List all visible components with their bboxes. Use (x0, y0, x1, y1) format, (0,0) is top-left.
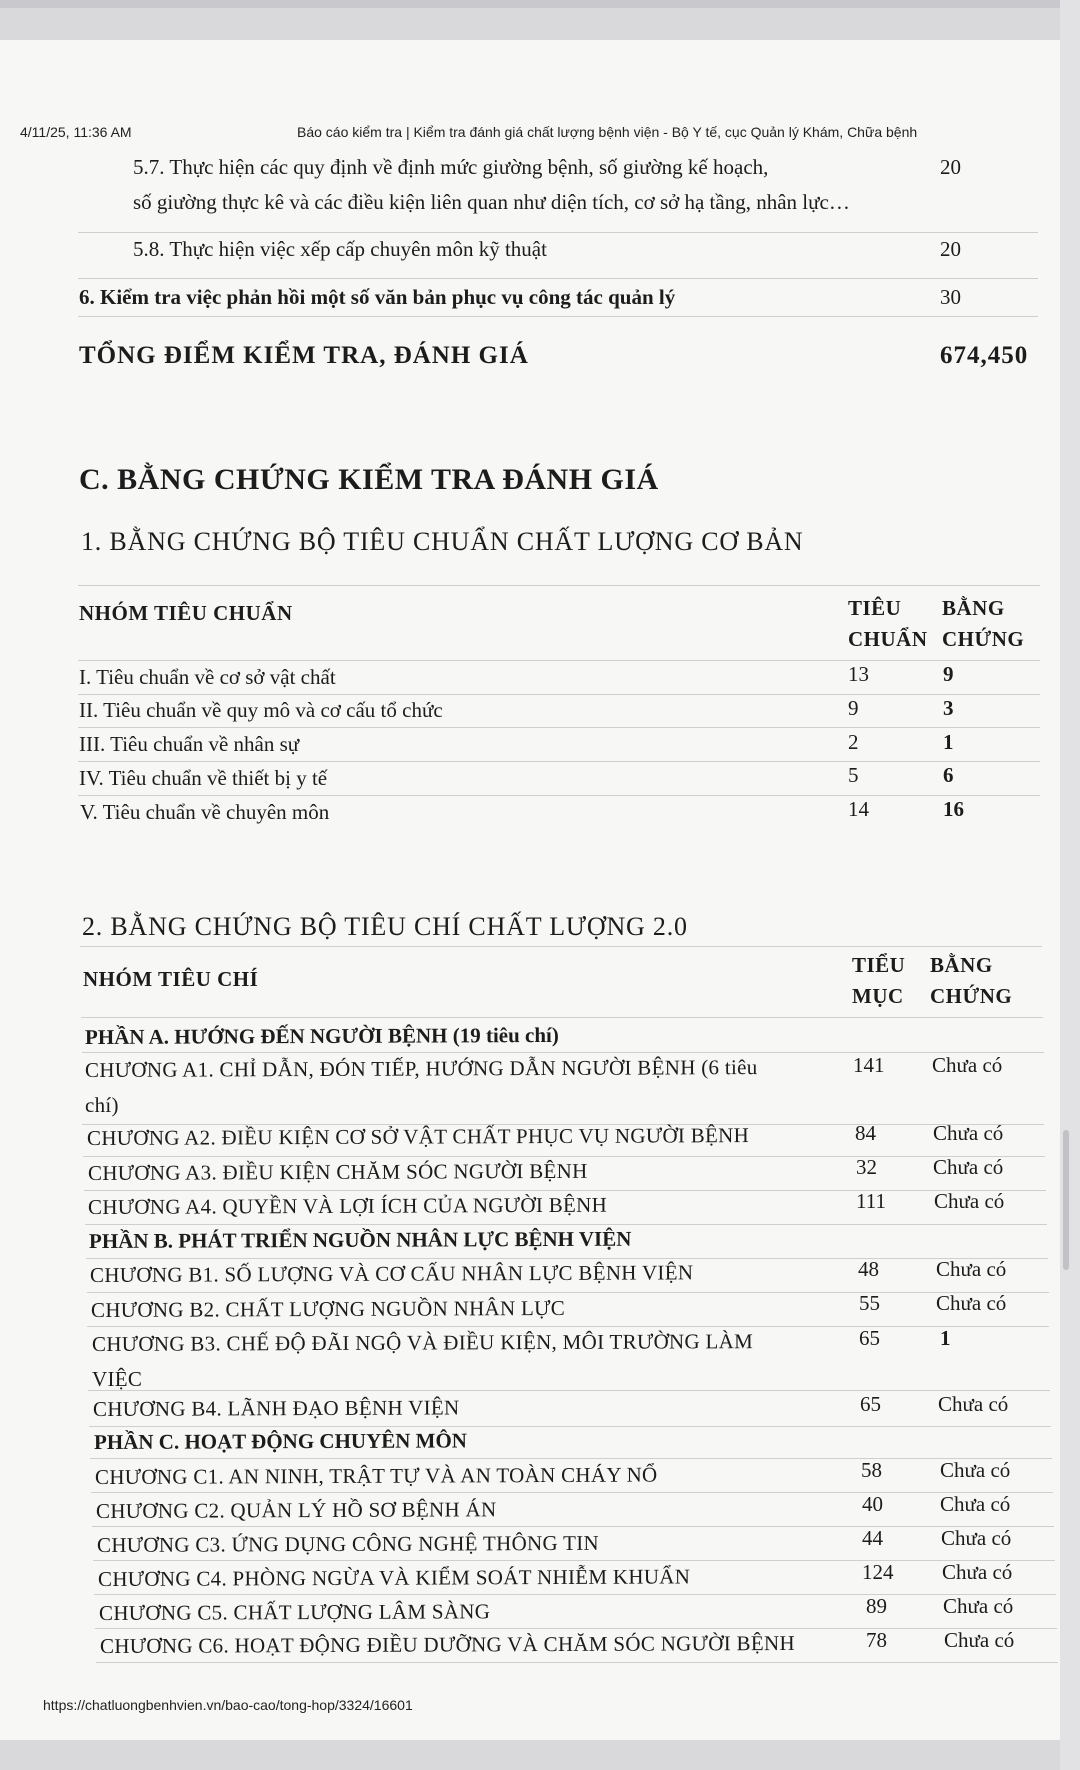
chapter-c4-count: 124 (862, 1560, 894, 1584)
divider (86, 1258, 1048, 1259)
chapter-b1-evidence: Chưa có (936, 1257, 1007, 1281)
chapter-b4-count: 65 (860, 1392, 881, 1416)
total-value: 674,450 (940, 342, 1029, 369)
chapter-b2-evidence: Chưa có (936, 1291, 1007, 1315)
chapter-c4-evidence: Chưa có (942, 1560, 1013, 1584)
chapter-a4: CHƯƠNG A4. QUYỀN VÀ LỢI ÍCH CỦA NGƯỜI BỆNH (87, 1192, 608, 1219)
top-edge (0, 0, 1080, 8)
criteria-col-a1: TIỂU (852, 953, 906, 977)
divider (87, 1292, 1049, 1293)
divider (78, 585, 1040, 586)
basic-row-count: 5 (848, 763, 859, 787)
chapter-a1-line1: CHƯƠNG A1. CHỈ DẪN, ĐÓN TIẾP, HƯỚNG DẪN NGƯỜI BỆNH (6 tiêu (84, 1055, 758, 1082)
print-title: Báo cáo kiểm tra | Kiểm tra đánh giá chất lượng bệnh viện - Bộ Y tế, cục Quản lý Khám, Chữa bệnh (297, 124, 918, 140)
chapter-c5: CHƯƠNG C5. CHẤT LƯỢNG LÂM SÀNG (98, 1599, 491, 1625)
part-b-heading: PHẦN B. PHÁT TRIỂN NGUỒN NHÂN LỰC BỆNH VIỆN (88, 1226, 632, 1253)
chapter-c2: CHƯƠNG C2. QUẢN LÝ HỒ SƠ BỆNH ÁN (95, 1497, 497, 1523)
divider (82, 1052, 1044, 1053)
chapter-c1-count: 58 (861, 1458, 882, 1482)
chapter-c6: CHƯƠNG C6. HOẠT ĐỘNG ĐIỀU DƯỠNG VÀ CHĂM SÓC NGƯỜI BỆNH (99, 1630, 795, 1658)
divider (83, 1156, 1045, 1157)
basic-row-count: 9 (848, 696, 859, 720)
divider (78, 316, 1038, 317)
divider (78, 660, 1040, 661)
divider (78, 727, 1040, 728)
chapter-a1-count: 141 (853, 1053, 885, 1077)
scrollbar-thumb[interactable] (1063, 1130, 1069, 1270)
chapter-c1: CHƯƠNG C1. AN NINH, TRẬT TỰ VÀ AN TOÀN CHÁY NỔ (94, 1462, 658, 1489)
chapter-a2-count: 84 (855, 1121, 876, 1145)
chapter-b2-count: 55 (859, 1291, 880, 1315)
basic-col-group: NHÓM TIÊU CHUẨN (79, 601, 293, 625)
chapter-a2: CHƯƠNG A2. ĐIỀU KIỆN CƠ SỞ VẬT CHẤT PHỤC VỤ NGƯỜI BỆNH (86, 1123, 750, 1150)
basic-row-name: I. Tiêu chuẩn về cơ sở vật chất (79, 665, 336, 689)
chapter-b2: CHƯƠNG B2. CHẤT LƯỢNG NGUỒN NHÂN LỰC (90, 1295, 566, 1322)
chapter-b3-line2: VIỆC (92, 1367, 143, 1391)
chapter-a3-evidence: Chưa có (933, 1155, 1004, 1179)
divider (78, 232, 1038, 233)
criteria-col-b2: CHỨNG (930, 984, 1013, 1008)
basic-row-evidence: 6 (943, 763, 954, 787)
divider (89, 1426, 1051, 1427)
basic-title: 1. BẰNG CHỨNG BỘ TIÊU CHUẨN CHẤT LƯỢNG CƠ BẢN (81, 527, 804, 556)
chapter-c3: CHƯƠNG C3. ỨNG DỤNG CÔNG NGHỆ THÔNG TIN (96, 1530, 600, 1557)
chapter-a3: CHƯƠNG A3. ĐIỀU KIỆN CHĂM SÓC NGƯỜI BỆNH (87, 1158, 588, 1185)
divider (87, 1326, 1049, 1327)
chapter-a3-count: 32 (856, 1155, 877, 1179)
part-c-heading: PHẦN C. HOẠT ĐỘNG CHUYÊN MÔN (93, 1428, 468, 1454)
basic-row-count: 14 (848, 797, 869, 821)
basic-row-name: IV. Tiêu chuẩn về thiết bị y tế (79, 766, 328, 790)
divider (93, 1560, 1055, 1561)
chapter-b1: CHƯƠNG B1. SỐ LƯỢNG VÀ CƠ CẤU NHÂN LỰC BỆNH VIỆN (89, 1260, 694, 1287)
chapter-b3-line1: CHƯƠNG B3. CHẾ ĐỘ ĐÃI NGỘ VÀ ĐIỀU KIỆN, MÔI TRƯỜNG LÀM (91, 1329, 754, 1356)
divider (92, 1526, 1054, 1527)
chapter-c2-evidence: Chưa có (940, 1492, 1011, 1516)
chapter-a2-evidence: Chưa có (933, 1121, 1004, 1145)
basic-row-evidence: 16 (943, 797, 964, 821)
section-c-title: C. BẰNG CHỨNG KIỂM TRA ĐÁNH GIÁ (79, 463, 659, 496)
chapter-c6-count: 78 (866, 1628, 887, 1652)
chapter-c4: CHƯƠNG C4. PHÒNG NGỪA VÀ KIỂM SOÁT NHIỄM KHUẨN (97, 1564, 691, 1591)
page-right-edge (1060, 0, 1080, 1770)
item-6: 6. Kiểm tra việc phản hồi một số văn bản phục vụ công tác quản lý (79, 285, 676, 309)
item-5-7-line1: 5.7. Thực hiện các quy định về định mức giường bệnh, số giường kế hoạch, (133, 155, 769, 179)
item-5-8: 5.8. Thực hiện việc xếp cấp chuyên môn kỹ thuật (133, 237, 547, 261)
divider (78, 761, 1040, 762)
chapter-c5-evidence: Chưa có (943, 1594, 1014, 1618)
basic-row-evidence: 3 (943, 696, 954, 720)
item-6-score: 30 (940, 285, 961, 309)
basic-row-name: V. Tiêu chuẩn về chuyên môn (80, 800, 330, 824)
divider (88, 1390, 1050, 1391)
criteria-col-a2: MỤC (852, 984, 904, 1008)
basic-col-b2: CHỨNG (942, 627, 1025, 651)
chapter-b3-evidence: 1 (940, 1326, 951, 1350)
basic-col-a1: TIÊU (848, 596, 902, 620)
chapter-a4-count: 111 (856, 1189, 886, 1213)
criteria-title: 2. BẰNG CHỨNG BỘ TIÊU CHÍ CHẤT LƯỢNG 2.0 (82, 912, 688, 941)
basic-row-count: 2 (848, 730, 859, 754)
item-5-7-score: 20 (940, 155, 961, 179)
basic-row-count: 13 (848, 662, 869, 686)
basic-row-evidence: 1 (943, 730, 954, 754)
chapter-a4-evidence: Chưa có (934, 1189, 1005, 1213)
divider (85, 1224, 1047, 1225)
basic-row-name: II. Tiêu chuẩn về quy mô và cơ cấu tổ chức (79, 698, 443, 722)
chapter-c3-evidence: Chưa có (941, 1526, 1012, 1550)
basic-row-evidence: 9 (943, 662, 954, 686)
chapter-c3-count: 44 (862, 1526, 883, 1550)
chapter-b1-count: 48 (858, 1257, 879, 1281)
criteria-col-group: NHÓM TIÊU CHÍ (83, 967, 259, 991)
item-5-7-line2: số giường thực kê và các điều kiện liên quan như diện tích, cơ sở hạ tầng, nhân lực… (133, 190, 850, 214)
part-a-heading: PHẦN A. HƯỚNG ĐẾN NGƯỜI BỆNH (19 tiêu chí) (84, 1022, 559, 1049)
divider (78, 795, 1040, 796)
divider (78, 278, 1038, 279)
footer-url[interactable]: https://chatluongbenhvien.vn/bao-cao/tong-hop/3324/16601 (43, 1697, 413, 1713)
chapter-b3-count: 65 (859, 1326, 880, 1350)
divider (96, 1662, 1058, 1663)
chapter-b4: CHƯƠNG B4. LÃNH ĐẠO BỆNH VIỆN (92, 1395, 460, 1421)
divider (90, 1458, 1052, 1459)
chapter-c1-evidence: Chưa có (940, 1458, 1011, 1482)
basic-col-b1: BẰNG (942, 596, 1005, 620)
item-5-8-score: 20 (940, 237, 961, 261)
divider (84, 1190, 1046, 1191)
document-page (0, 40, 1060, 1740)
divider (91, 1492, 1053, 1493)
divider (78, 694, 1040, 695)
chapter-b4-evidence: Chưa có (938, 1392, 1009, 1416)
chapter-c2-count: 40 (862, 1492, 883, 1516)
criteria-col-b1: BẰNG (930, 953, 993, 977)
total-label: TỔNG ĐIỂM KIỂM TRA, ĐÁNH GIÁ (79, 342, 529, 369)
divider (94, 1594, 1056, 1595)
chapter-c6-evidence: Chưa có (944, 1628, 1015, 1652)
divider (81, 1017, 1043, 1018)
chapter-a1-line2: chí) (85, 1093, 119, 1117)
basic-row-name: III. Tiêu chuẩn về nhân sự (79, 732, 300, 756)
chapter-c5-count: 89 (866, 1594, 887, 1618)
chapter-a1-evidence: Chưa có (932, 1053, 1003, 1077)
basic-col-a2: CHUẨN (848, 627, 928, 651)
divider (80, 946, 1042, 947)
print-datetime: 4/11/25, 11:36 AM (20, 124, 132, 140)
divider (95, 1628, 1057, 1629)
